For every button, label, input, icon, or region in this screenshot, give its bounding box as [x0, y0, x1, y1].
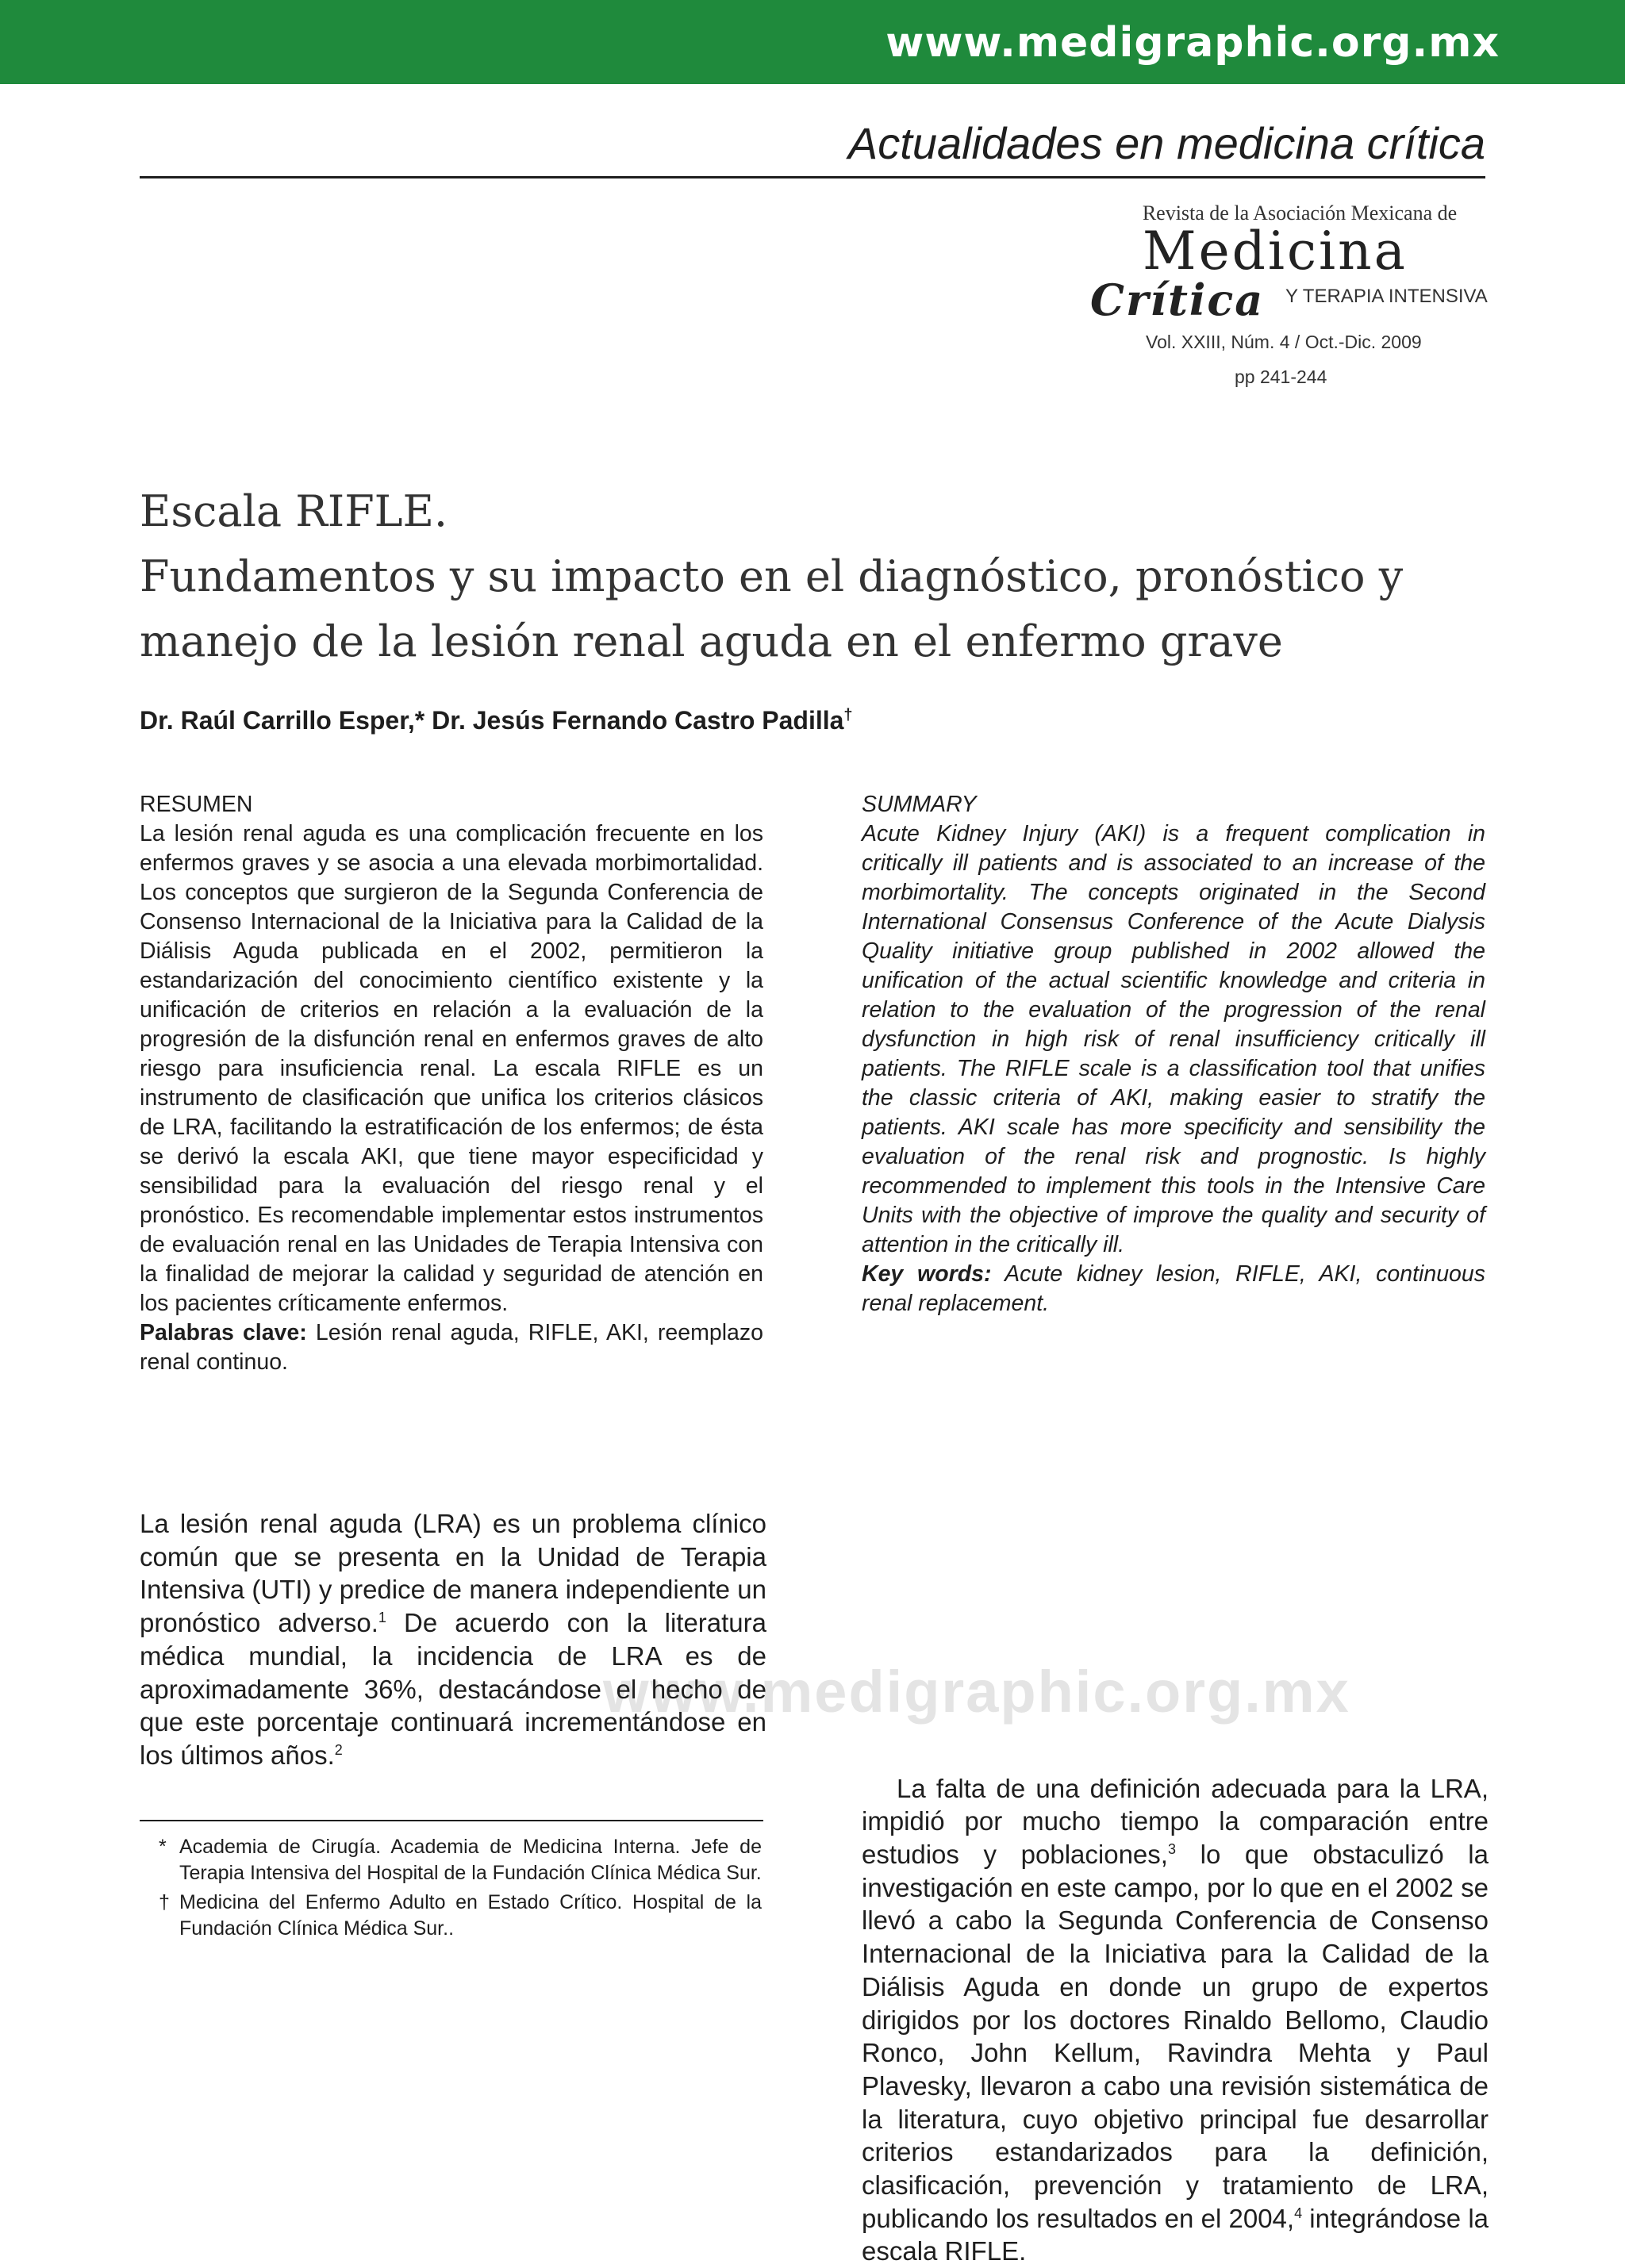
summary-block — [862, 790, 1485, 1318]
footnote-divider — [140, 1820, 763, 1821]
body-paragraph — [862, 1772, 1489, 2268]
citation-ref[interactable]: 4 — [1294, 2205, 1303, 2221]
keywords-label: Key words: — [862, 1261, 992, 1287]
keywords-text: Lesión renal aguda, RIFLE, AKI, reemplazo renal continuo. — [140, 1320, 764, 1375]
journal-logo-terapia: Y TERAPIA INTENSIVA — [1285, 286, 1488, 307]
body-text: lo que obstaculizó la investigación en este campo, por lo que en el 2002 se llevó a cabo la Segunda Conferencia de Consenso Internacional de la Iniciativa para la Calidad de la Diálisis Aguda en donde un grupo de expertos dirigidos por los doctores Rinaldo Bellomo, Claudio Ronco, John Kellum, Ravindra Mehta y Paul Plavesky, llevaron a cabo una revisión sistemática de la literatura, cuyo objetivo principal fue desarrollar criterios estandarizados para la definición, clasificación, prevención y tratamiento de LRA, publicando los resultados en el 2004, — [862, 1840, 1489, 2233]
article-title — [140, 479, 1504, 674]
keywords-text: Acute kidney lesion, RIFLE, AKI, continuous renal replacement. — [862, 1261, 1485, 1316]
keywords-label: Palabras clave: — [140, 1320, 307, 1345]
citation-ref[interactable]: 3 — [1167, 1841, 1176, 1858]
resumen-heading: RESUMEN — [140, 792, 253, 817]
footnote-mark: * — [159, 1836, 167, 1858]
watermark: www.medigraphic.org.mx — [603, 1659, 1350, 1725]
footnote-text: Academia de Cirugía. Academia de Medicina Interna. Jefe de Terapia Intensiva del Hospital de la Fundación Clínica Médica Sur. — [179, 1836, 762, 1884]
journal-logo-critica: Crítica — [1090, 274, 1265, 325]
resumen-keywords — [140, 1318, 763, 1377]
body-column-right — [862, 1772, 1489, 2268]
footnotes — [159, 1834, 762, 1945]
site-url-link[interactable]: www.medigraphic.org.mx — [885, 19, 1500, 67]
title-line: Fundamentos y su impacto en el diagnóstico, pronóstico y — [140, 551, 1404, 601]
body-text: integrándose la escala RIFLE. — [862, 2203, 1489, 2266]
journal-logo-medicina: Medicina — [1143, 221, 1408, 282]
author-list — [140, 706, 853, 735]
journal-volume: Vol. XXIII, Núm. 4 / Oct.-Dic. 2009 — [1146, 332, 1422, 352]
citation-ref[interactable]: 2 — [334, 1741, 343, 1758]
journal-pages: pp 241-244 — [1235, 366, 1327, 387]
body-paragraph — [140, 1507, 766, 1772]
body-column-left — [140, 1507, 766, 1772]
footnote — [159, 1834, 762, 1886]
resumen-block — [140, 790, 763, 1377]
author-footnote-mark: * — [414, 706, 425, 735]
author-footnote-mark: † — [843, 706, 853, 724]
body-text: De acuerdo con la literatura médica mundial, la incidencia de LRA es de aproximadamente 36%, destacándose el hecho de que este porcentaje continuará incrementándose en los últimos años. — [140, 1608, 767, 1770]
journal-publisher-line: Revista de la Asociación Mexicana de — [1142, 201, 1458, 224]
title-line: manejo de la lesión renal aguda en el enfermo grave — [140, 616, 1283, 666]
section-title: Actualidades en medicina crítica — [847, 118, 1485, 168]
section-divider — [140, 176, 1485, 178]
resumen-text: La lesión renal aguda es una complicación frecuente en los enfermos graves y se asocia a una elevada morbimortalidad. Los conceptos que surgieron de la Segunda Conferencia de Consenso Internacional de la Iniciativa para la Calidad de la Diálisis Aguda publicada en el 2002, permitieron la estandarización del conocimiento científico existente y la unificación de criterios en relación a la evaluación de la progresión de la disfunción renal en enfermos graves de alto riesgo para insuficiencia renal. La escala RIFLE es un instrumento de clasificación que unifica los criterios clásicos de LRA, facilitando la estratificación de los enfermos; de ésta se derivó la escala AKI, que tiene mayor especificidad y sensibilidad para la evaluación del riesgo renal y el pronóstico. Es recomendable implementar estos instrumentos de evaluación renal en las Unidades de Terapia Intensiva con la finalidad de mejorar la calidad y seguridad de atención en los pacientes críticamente enfermos. — [140, 821, 763, 1316]
summary-keywords — [862, 1260, 1485, 1318]
body-text: La lesión renal aguda (LRA) es un problema clínico común que se presenta en la Unidad de Terapia Intensiva (UTI) y predice de manera independiente un pronóstico adverso. — [140, 1509, 766, 1638]
header-banner — [0, 0, 1625, 84]
footnote-mark: † — [159, 1891, 170, 1913]
title-line: Escala RIFLE. — [140, 486, 448, 536]
summary-heading: SUMMARY — [862, 792, 977, 817]
summary-text: Acute Kidney Injury (AKI) is a frequent complication in critically ill patients and is associated to an increase of the morbimortality. The concepts originated in the Second International Consensus Conference of the Acute Dialysis Quality initiative group published in 2002 allowed the unification of the actual scientific knowledge and criteria in relation to the evaluation of the progression of the renal dysfunction in high risk of renal insufficiency critically ill patients. The RIFLE scale is a classification tool that unifies the classic criteria of AKI, making easier to stratify the patients. AKI scale has more specificity and sensibility the evaluation of the renal risk and prognostic. Is highly recommended to implement this tools in the Intensive Care Units with the objective of improve the quality and security of attention in the critically ill. — [862, 821, 1485, 1257]
footnote-text: Medicina del Enfermo Adulto en Estado Crítico. Hospital de la Fundación Clínica Médica Sur.. — [179, 1891, 762, 1940]
author-name: Dr. Jesús Fernando Castro Padilla — [424, 706, 844, 735]
footnote — [159, 1890, 762, 1942]
citation-ref[interactable]: 1 — [378, 1610, 386, 1626]
author-name: Dr. Raúl Carrillo Esper, — [140, 706, 415, 735]
body-text: La falta de una definición adecuada para la LRA, impidió por mucho tiempo la comparación entre estudios y poblaciones, — [862, 1773, 1489, 1870]
